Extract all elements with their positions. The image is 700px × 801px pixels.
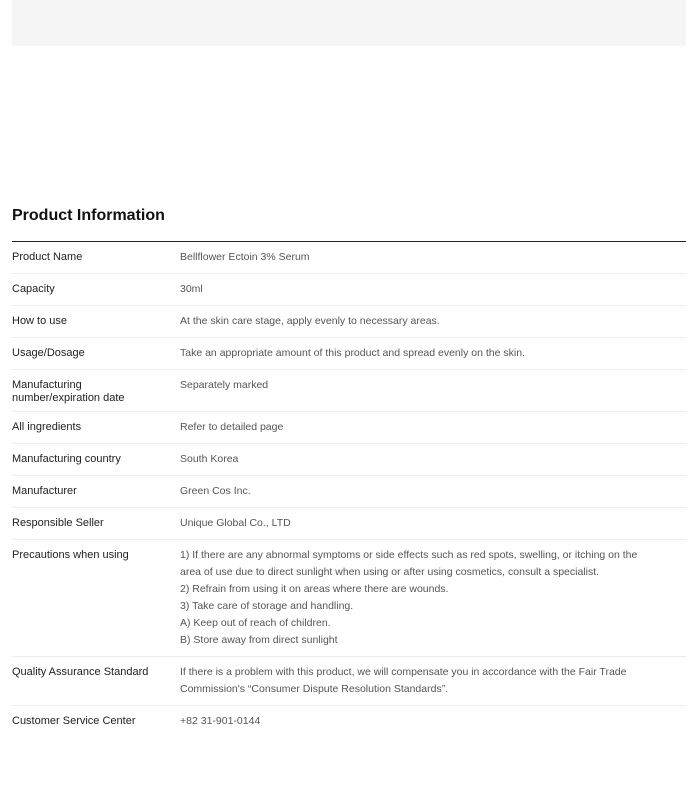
table-row xyxy=(12,657,686,706)
row-label-usage-dosage: Usage/Dosage xyxy=(12,347,85,359)
row-value-all-ingredients: Refer to detailed page xyxy=(180,421,284,433)
table-row xyxy=(12,242,686,274)
row-value-manufacturing-number: Separately marked xyxy=(180,379,269,391)
precaution-line: area of use due to direct sunlight when using or after using cosmetics, consult a specialist. xyxy=(180,566,600,578)
table-row xyxy=(12,540,686,657)
row-value-how-to-use: At the skin care stage, apply evenly to necessary areas. xyxy=(180,315,440,327)
label-line: number/expiration date xyxy=(12,392,125,404)
table-row xyxy=(12,444,686,476)
product-info-table xyxy=(12,242,686,737)
table-row xyxy=(12,338,686,370)
table-row xyxy=(12,274,686,306)
precaution-line: A) Keep out of reach of children. xyxy=(180,617,331,629)
row-value-usage-dosage: Take an appropriate amount of this product and spread evenly on the skin. xyxy=(180,347,525,359)
precaution-line: 2) Refrain from using it on areas where there are wounds. xyxy=(180,583,449,595)
row-label-quality-assurance: Quality Assurance Standard xyxy=(12,666,149,678)
row-value-capacity: 30ml xyxy=(180,283,203,295)
row-label-capacity: Capacity xyxy=(12,283,55,295)
quality-line: If there is a problem with this product, we will compensate you in accordance with the Fair Trade xyxy=(180,666,627,678)
table-row xyxy=(12,370,686,412)
precaution-line: 3) Take care of storage and handling. xyxy=(180,600,354,612)
row-label-responsible-seller: Responsible Seller xyxy=(12,517,104,529)
table-row xyxy=(12,476,686,508)
table-row xyxy=(12,508,686,540)
row-label-product-name: Product Name xyxy=(12,251,83,263)
precaution-line: 1) If there are any abnormal symptoms or side effects such as red spots, swelling, or itching on the xyxy=(180,549,638,561)
row-value-responsible-seller: Unique Global Co., LTD xyxy=(180,517,291,529)
row-value-quality-assurance xyxy=(180,657,686,706)
product-information-section xyxy=(12,206,686,737)
section-title: Product Information xyxy=(12,206,686,242)
table-row xyxy=(12,306,686,338)
row-value-manufacturing-country: South Korea xyxy=(180,453,239,465)
top-banner-placeholder xyxy=(12,0,686,46)
row-value-manufacturer: Green Cos Inc. xyxy=(180,485,251,497)
row-value-precautions xyxy=(180,540,686,657)
row-label-precautions: Precautions when using xyxy=(12,549,129,561)
row-label-manufacturer: Manufacturer xyxy=(12,485,77,497)
row-label-manufacturing-number xyxy=(12,370,180,412)
row-label-how-to-use: How to use xyxy=(12,315,68,327)
precaution-line: B) Store away from direct sunlight xyxy=(180,634,338,646)
row-label-customer-service: Customer Service Center xyxy=(12,715,136,727)
table-row xyxy=(12,412,686,444)
table-row xyxy=(12,706,686,738)
row-value-customer-service: +82 31-901-0144 xyxy=(180,715,261,727)
row-value-product-name: Bellflower Ectoin 3% Serum xyxy=(180,251,310,263)
label-line: Manufacturing xyxy=(12,379,82,391)
row-label-manufacturing-country: Manufacturing country xyxy=(12,453,121,465)
row-label-all-ingredients: All ingredients xyxy=(12,421,82,433)
quality-line: Commission's “Consumer Dispute Resolution Standards”. xyxy=(180,683,449,695)
